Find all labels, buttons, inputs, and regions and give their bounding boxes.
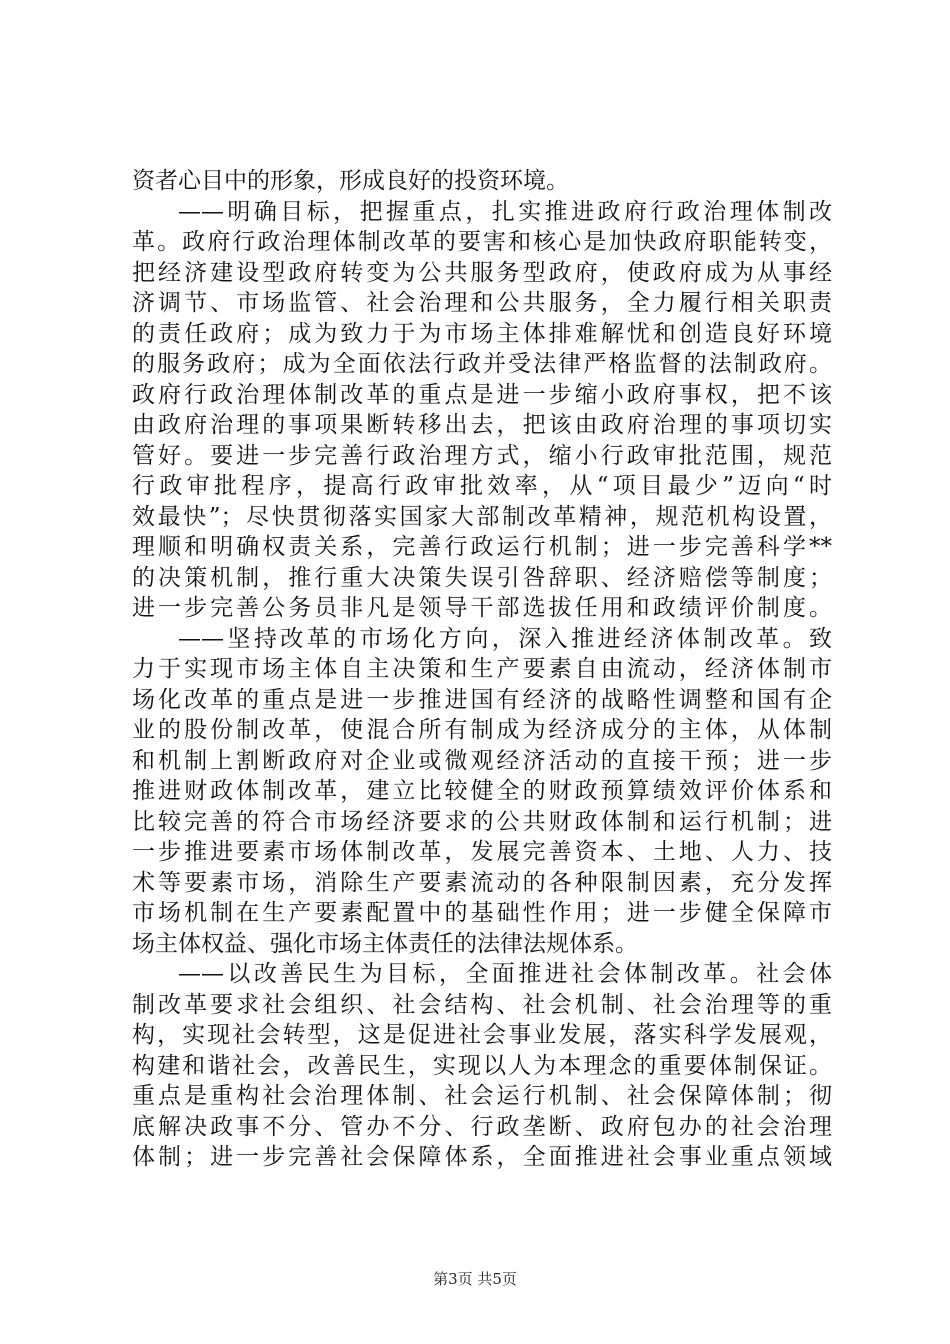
text-line: 资者心目中的形象，形成良好的投资环境。 bbox=[132, 168, 569, 194]
text-line: 构建和谐社会，改善民生，实现以人为本理念的重要体制保证。 bbox=[132, 1052, 832, 1079]
text-line: ——以改善民生为目标，全面推进社会体制改革。社会体 bbox=[178, 961, 832, 987]
text-line: 理顺和明确权责关系，完善行政运行机制；进一步完善科学** bbox=[132, 534, 832, 560]
text-line: 效最快”；尽快贯彻落实国家大部制改革精神，规范机构设置， bbox=[132, 503, 832, 530]
text-line: 底解决政事不分、管办不分、行政垄断、政府包办的社会治理 bbox=[132, 1113, 832, 1140]
text-line: 的决策机制，推行重大决策失误引咎辞职、经济赔偿等制度； bbox=[132, 564, 832, 591]
text-line: 政府行政治理体制改革的重点是进一步缩小政府事权，把不该 bbox=[132, 381, 832, 408]
text-line: 一步推进要素市场体制改革，发展完善资本、土地、人力、技 bbox=[132, 839, 832, 865]
text-line: 的服务政府；成为全面依法行政并受法律严格监督的法制政府。 bbox=[132, 351, 832, 377]
text-line: 由政府治理的事项果断转移出去，把该由政府治理的事项切实 bbox=[132, 412, 832, 438]
text-line: 体制；进一步完善社会保障体系，全面推进社会事业重点领域 bbox=[132, 1144, 832, 1170]
text-line: ——明确目标，把握重点，扎实推进政府行政治理体制改 bbox=[178, 198, 832, 225]
text-line: 力于实现市场主体自主决策和生产要素自由流动，经济体制市 bbox=[132, 656, 832, 682]
text-line: 比较完善的符合市场经济要求的公共财政体制和运行机制；进 bbox=[132, 808, 832, 835]
text-line: 业的股份制改革，使混合所有制成为经济成分的主体，从体制 bbox=[132, 717, 832, 743]
text-line: 的责任政府；成为致力于为市场主体排难解忧和创造良好环境 bbox=[132, 320, 832, 347]
text-line: 构，实现社会转型，这是促进社会事业发展，落实科学发展观， bbox=[132, 1022, 832, 1048]
page-footer: 第3页 共5页 bbox=[433, 1270, 517, 1288]
text-line: 术等要素市场，消除生产要素流动的各种限制因素，充分发挥 bbox=[132, 869, 832, 896]
text-line: 革。政府行政治理体制改革的要害和核心是加快政府职能转变， bbox=[132, 229, 832, 255]
text-line: 场主体权益、强化市场主体责任的法律法规体系。 bbox=[132, 930, 638, 957]
text-line: ——坚持改革的市场化方向，深入推进经济体制改革。致 bbox=[178, 625, 832, 652]
text-line: 场化改革的重点是进一步推进国有经济的战略性调整和国有企 bbox=[132, 686, 832, 713]
text-line: 推进财政体制改革，建立比较健全的财政预算绩效评价体系和 bbox=[132, 778, 832, 804]
text-line: 重点是重构社会治理体制、社会运行机制、社会保障体制；彻 bbox=[132, 1083, 832, 1109]
text-line: 进一步完善公务员非凡是领导干部选拔任用和政绩评价制度。 bbox=[132, 595, 832, 621]
body-text bbox=[132, 166, 832, 1173]
text-line: 制改革要求社会组织、社会结构、社会机制、社会治理等的重 bbox=[132, 991, 832, 1018]
text-line: 把经济建设型政府转变为公共服务型政府，使政府成为从事经 bbox=[132, 259, 832, 286]
text-line: 管好。要进一步完善行政治理方式，缩小行政审批范围，规范 bbox=[132, 442, 832, 469]
text-line: 和机制上割断政府对企业或微观经济活动的直接干预；进一步 bbox=[132, 747, 832, 774]
text-line: 济调节、市场监管、社会治理和公共服务，全力履行相关职责 bbox=[132, 290, 832, 316]
text-line: 行政审批程序，提高行政审批效率，从“项目最少”迈向“时 bbox=[132, 473, 832, 499]
text-line: 市场机制在生产要素配置中的基础性作用；进一步健全保障市 bbox=[132, 900, 832, 926]
